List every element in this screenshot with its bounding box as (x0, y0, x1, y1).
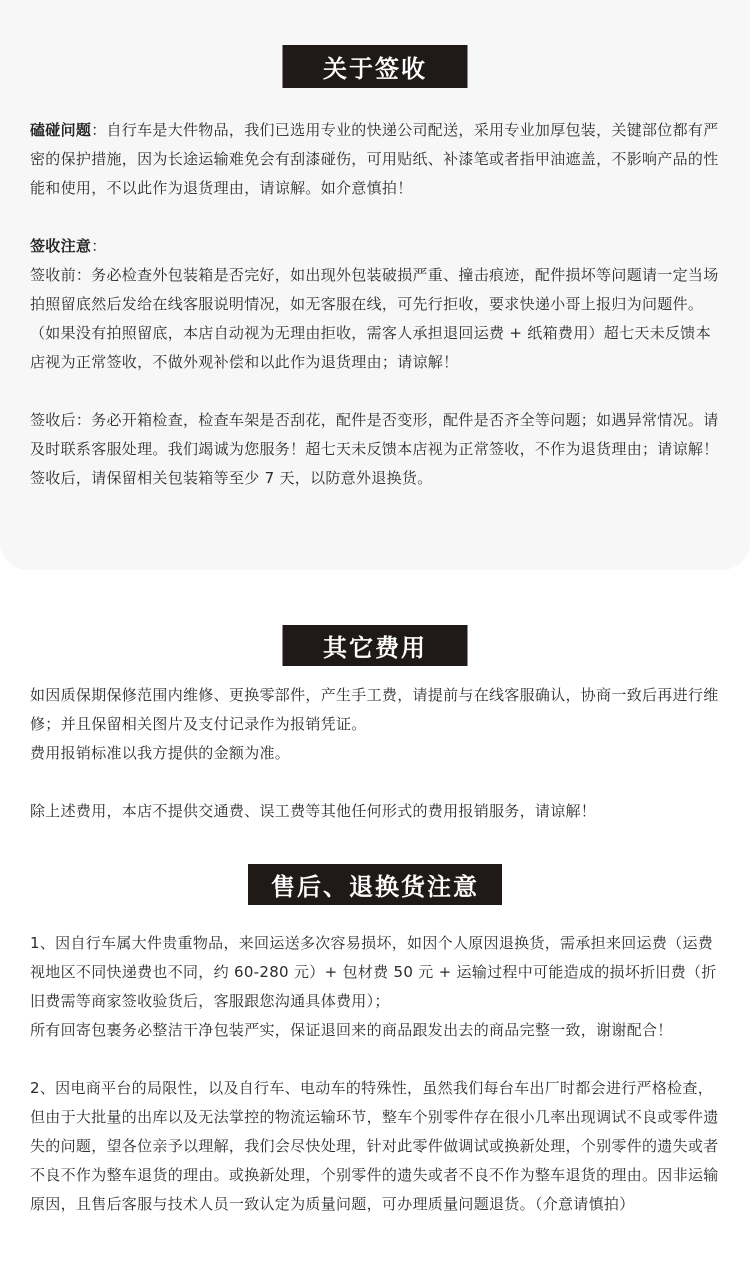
notes-label: 签收注意 (30, 237, 92, 255)
section-title-other-fees: 其它费用 (283, 625, 468, 666)
notes-colon: ： (91, 237, 107, 255)
notes-heading (30, 232, 722, 261)
after-sales-content (30, 929, 722, 1219)
fees-paragraph-1: 如因质保期保修范围内维修、更换零部件，产生手工费，请提前与在线客服确认，协商一致后再进行维修；并且保留相关图片及支付记录作为报销凭证。 (30, 686, 719, 733)
signing-content (30, 116, 722, 493)
fees-paragraph-2: 费用报销标准以我方提供的金额为准。 (30, 744, 291, 762)
after-sales-paragraph-3: 2、因电商平台的局限性，以及自行车、电动车的特殊性，虽然我们每台车出厂时都会进行严格检查，但由于大批量的出库以及无法掌控的物流运输环节，整车个别零件存在很小几率出现调试不良或零件遗失的问题，望各位亲予以理解，我们会尽快处理，针对此零件做调试或换新处理，个别零件的遗失或者不良不作为整车退货的理由。或换新处理，个别零件的遗失或者不良不作为整车退货的理由。因非运输原因，且售后客服与技术人员一致认定为质量问题，可办理质量问题退货。（介意请慎拍） (30, 1079, 719, 1213)
after-sales-paragraph-2: 所有回寄包裹务必整洁干净包装严实，保证退回来的商品跟发出去的商品完整一致，谢谢配合！ (30, 1021, 673, 1039)
bump-label: 磕碰问题 (30, 121, 92, 139)
before-signing-text: 签收前：务必检查外包装箱是否完好，如出现外包装破损严重、撞击痕迹，配件损坏等问题请一定当场拍照留底然后发给在线客服说明情况，如无客服在线，可先行拒收，要求快递小哥上报归为问题件。（如果没有拍照留底，本店自动视为无理由拒收，需客人承担退回运费 + 纸箱费用）超七天未反馈本店视为正常签收，不做外观补偿和以此作为退货理由；请谅解！ (30, 266, 719, 371)
bump-text: ：自行车是大件物品，我们已选用专业的快递公司配送，采用专业加厚包装，关键部位都有严密的保护措施，因为长途运输难免会有刮漆碰伤，可用贴纸、补漆笔或者指甲油遮盖，不影响产品的性能和使用，不以此作为退货理由，请谅解。如介意慎拍！ (30, 121, 719, 197)
fees-content (30, 681, 722, 826)
after-signing-text: 签收后：务必开箱检查，检查车架是否刮花，配件是否变形，配件是否齐全等问题；如遇异常情况。请及时联系客服处理。我们竭诚为您服务！超七天未反馈本店视为正常签收，不作为退货理由；请谅解！签收后，请保留相关包装箱等至少 7 天，以防意外退换货。 (30, 411, 719, 487)
section-title-signing: 关于签收 (283, 45, 468, 88)
fees-paragraph-3: 除上述费用，本店不提供交通费、误工费等其他任何形式的费用报销服务，请谅解！ (30, 802, 597, 820)
bump-paragraph (30, 116, 722, 203)
section-title-after-sales: 售后、退换货注意 (248, 864, 502, 905)
after-sales-paragraph-1: 1、因自行车属大件贵重物品，来回运送多次容易损坏，如因个人原因退换货，需承担来回运费（运费视地区不同快递费也不同，约 60-280 元）+ 包材费 50 元 + 运输过程中可能造成的损坏折旧费（折旧费需等商家签收验货后，客服跟您沟通具体费用）； (30, 934, 717, 1010)
